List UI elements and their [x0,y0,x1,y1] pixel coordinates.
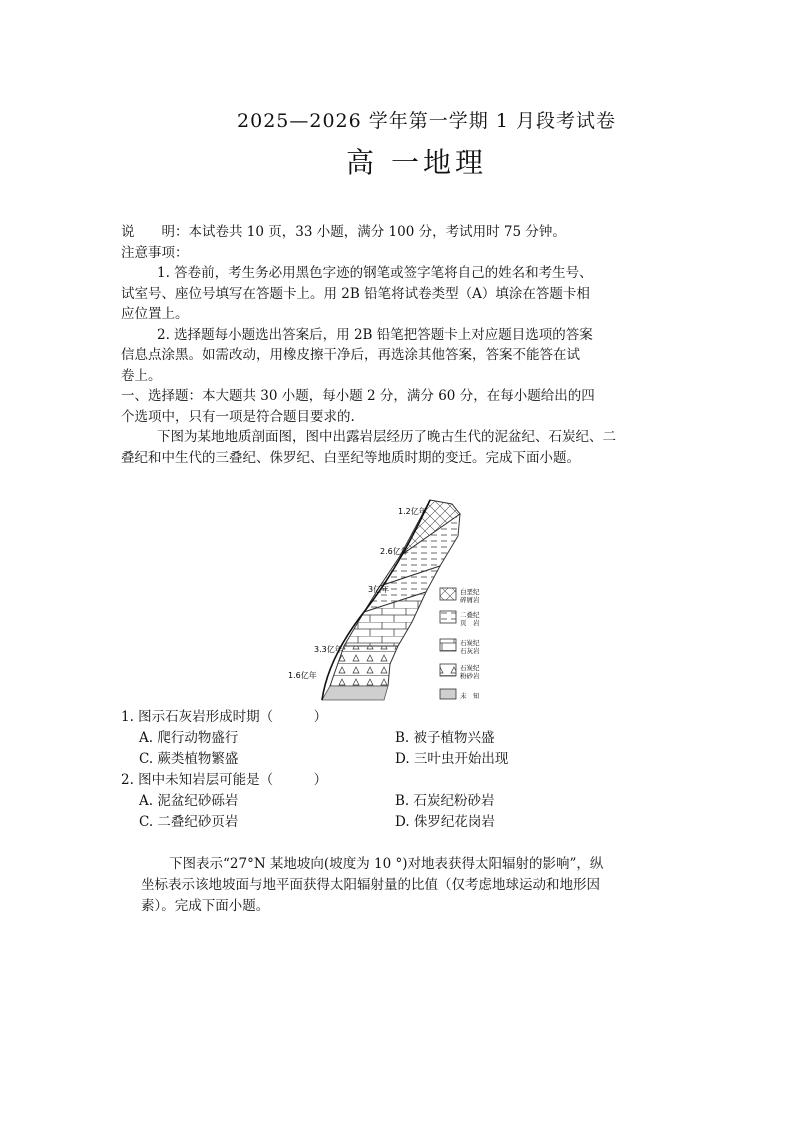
age-label-1-2: 1.2亿年 [398,507,427,516]
question-2-option-a[interactable]: A. 泥盆纪砂砾岩 [139,793,239,809]
note-1-line-2: 试室号、座位号填写在答题卡上。用 2B 铅笔将试卷类型（A）填涂在答题卡相 [121,285,590,302]
age-label-1-6: 1.6亿年 [288,671,317,680]
question-2-option-b[interactable]: B. 石炭纪粉砂岩 [395,793,495,809]
question-1-option-b[interactable]: B. 被子植物兴盛 [395,730,495,746]
legend-3-line-2: 石灰岩 [460,647,480,655]
intro-line-1: 下图为某地地质剖面图，图中出露岩层经历了晚古生代的泥盆纪、石炭纪、二 [157,429,616,445]
passage-2-line-2: 坐标表示该地坡面与地平面获得太阳辐射量的比值（仅考虑地球运动和地形因 [141,877,600,893]
question-1-stem: 1. 图示石灰岩形成时期（ ） [121,709,328,725]
legend-1-line-1: 白垩纪 [460,588,480,596]
passage-2-line-3: 素）。完成下面小题。 [141,898,270,914]
question-1-option-a[interactable]: A. 爬行动物盛行 [139,730,239,746]
intro-line-2: 叠纪和中生代的三叠纪、侏罗纪、白垩纪等地质时期的变迁。完成下面小题。 [121,449,580,466]
legend-2-line-1: 二叠纪 [460,611,480,619]
legend-5-line-1: 未 知 [460,692,480,700]
note-1-line-3: 应位置上。 [121,306,189,322]
question-1-option-d[interactable]: D. 三叶虫开始出现 [395,751,509,767]
note-1-line-1: 1. 答卷前，考生务必用黑色字迹的钢笔或签字笔将自己的姓名和考生号、 [157,265,593,281]
legend-1-line-2: 碎屑岩 [460,596,480,604]
geologic-cross-section-figure [280,496,512,704]
age-label-2-6: 2.6亿年 [380,547,409,556]
question-2 [121,770,681,833]
legend-4-line-1: 石炭纪 [460,664,480,672]
section-heading-line-2: 个选项中，只有一项是符合题目要求的. [121,408,355,425]
question-2-stem: 2. 图中未知岩层可能是（ ） [121,772,328,788]
age-label-3: 3亿年 [368,585,390,594]
legend-3-line-1: 石炭纪 [460,639,480,647]
passage-2-line-1: 下图表示“27°N 某地坡向(坡度为 10 °)对地表获得太阳辐射的影响”，纵 [169,856,604,872]
notes-heading: 注意事项： [121,244,189,261]
question-2-option-d[interactable]: D. 侏罗纪花岗岩 [395,814,495,830]
question-2-option-c[interactable]: C. 二叠纪砂页岩 [139,814,239,830]
instructions [121,222,683,468]
note-2-line-3: 卷上。 [121,367,162,384]
subject-title: 高 一地理 [346,146,487,179]
passage-2 [141,854,686,917]
rock-layers [322,500,460,700]
legend-4-line-2: 粉砂岩 [460,672,480,680]
legend [440,587,480,700]
note-2-line-1: 2. 选择题每小题选出答案后，用 2B 铅笔把答题卡上对应题目选项的答案 [157,326,593,343]
exam-title: 2025—2026 学年第一学期 1 月段考试卷 [237,110,616,132]
question-1-option-c[interactable]: C. 蕨类植物繁盛 [139,751,239,767]
question-1 [121,707,681,770]
legend-2-line-2: 页 岩 [460,619,480,627]
exam-description: 说 明：本试卷共 10 页，33 小题，满分 100 分，考试用时 75 分钟。 [121,224,566,240]
note-2-line-2: 信息点涂黑。如需改动，用橡皮擦干净后，再选涂其他答案，答案不能答在试 [121,347,580,363]
section-heading-line-1: 一、选择题：本大题共 30 小题，每小题 2 分，满分 60 分，在每小题给出的四 [121,388,595,404]
age-label-3-3: 3.3亿年 [314,645,343,654]
